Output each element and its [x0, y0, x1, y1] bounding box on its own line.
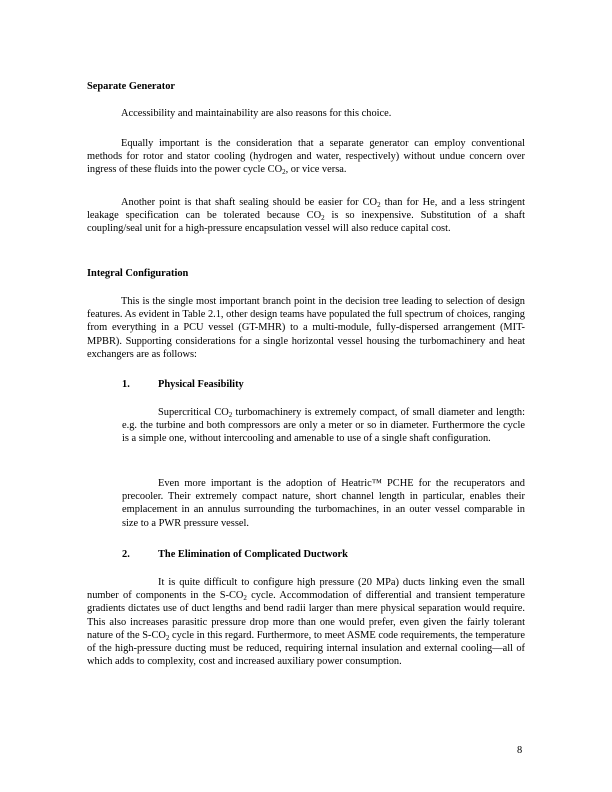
paragraph-shaft-sealing: Another point is that shaft sealing should be easier for $CO_2$ than for He, and a less stringent leakage specification can be tolerated because $CO_2$ is so inexpensive. Substitution of a shaft coupling/seal unit for a high-pressure encapsulation vessel will also reduce capital cost.: [87, 197, 525, 235]
heading-ductwork: 2. The Elimination of Complicated Ductwork: [122, 549, 348, 560]
heading-physical-feasibility: 1. Physical Feasibility: [122, 379, 244, 390]
paragraph-supercritical: Supercritical $CO_2$ turbomachinery is extremely compact, of small diameter and length: e.g. the turbine and both compressors are only a meter or so in diameter. Furthermore the cycle is a simple one, without intercooling and amenable to use of a single shaft configuration.: [122, 407, 525, 445]
heading-integral-configuration: Integral Configuration: [87, 268, 189, 279]
paragraph-branch-point: This is the single most important branch point in the decision tree leading to selection of design features. As evident in Table 2.1, other design teams have populated the full spectrum of choices, ranging from everything in a PCU vessel (GT-MHR) to a multi-module, fully-dispersed arrangement (MIT-MPBR). Supporting considerations for a single horizontal vessel housing the turbomachinery and heat exchangers are as follows:: [87, 296, 525, 360]
paragraph-accessibility: Accessibility and maintainability are also reasons for this choice.: [121, 108, 392, 119]
page-number: 8: [517, 745, 523, 756]
paragraph-high-pressure-ducts: It is quite difficult to configure high pressure (20 MPa) ducts linking even the small number of components in the $S-CO_2$ cycle. Accommodation of differential and transient temperature gradients dictates use of duct lengths and bend radii larger than mere physical separation would require. This also increases parasitic pressure drop more than one would prefer, even given the fairly tolerant nature of the $S-CO_2$ cycle in this regard. Furthermore, to meet ASME code requirements, the temperature of the high-pressure ducting must be reduced, requiring internal insulation and external cooling—all of which adds to complexity, cost and increased auxiliary power consumption.: [87, 577, 525, 668]
paragraph-heatric: Even more important is the adoption of Heatric™ PCHE for the recuperators and precooler. Their extremely compact nature, short channel length in particular, enables their emplacement in an annulus surrounding the turbomachines, in an outer vessel comparable in size to a PWR pressure vessel.: [122, 478, 525, 529]
paragraph-equally-important: Equally important is the consideration that a separate generator can employ conventional methods for rotor and stator cooling (hydrogen and water, respectively) without undue concern over ingress of these fluids into the power cycle $CO_2$, or vice versa.: [87, 138, 525, 177]
heading-separate-generator: Separate Generator: [87, 81, 176, 92]
